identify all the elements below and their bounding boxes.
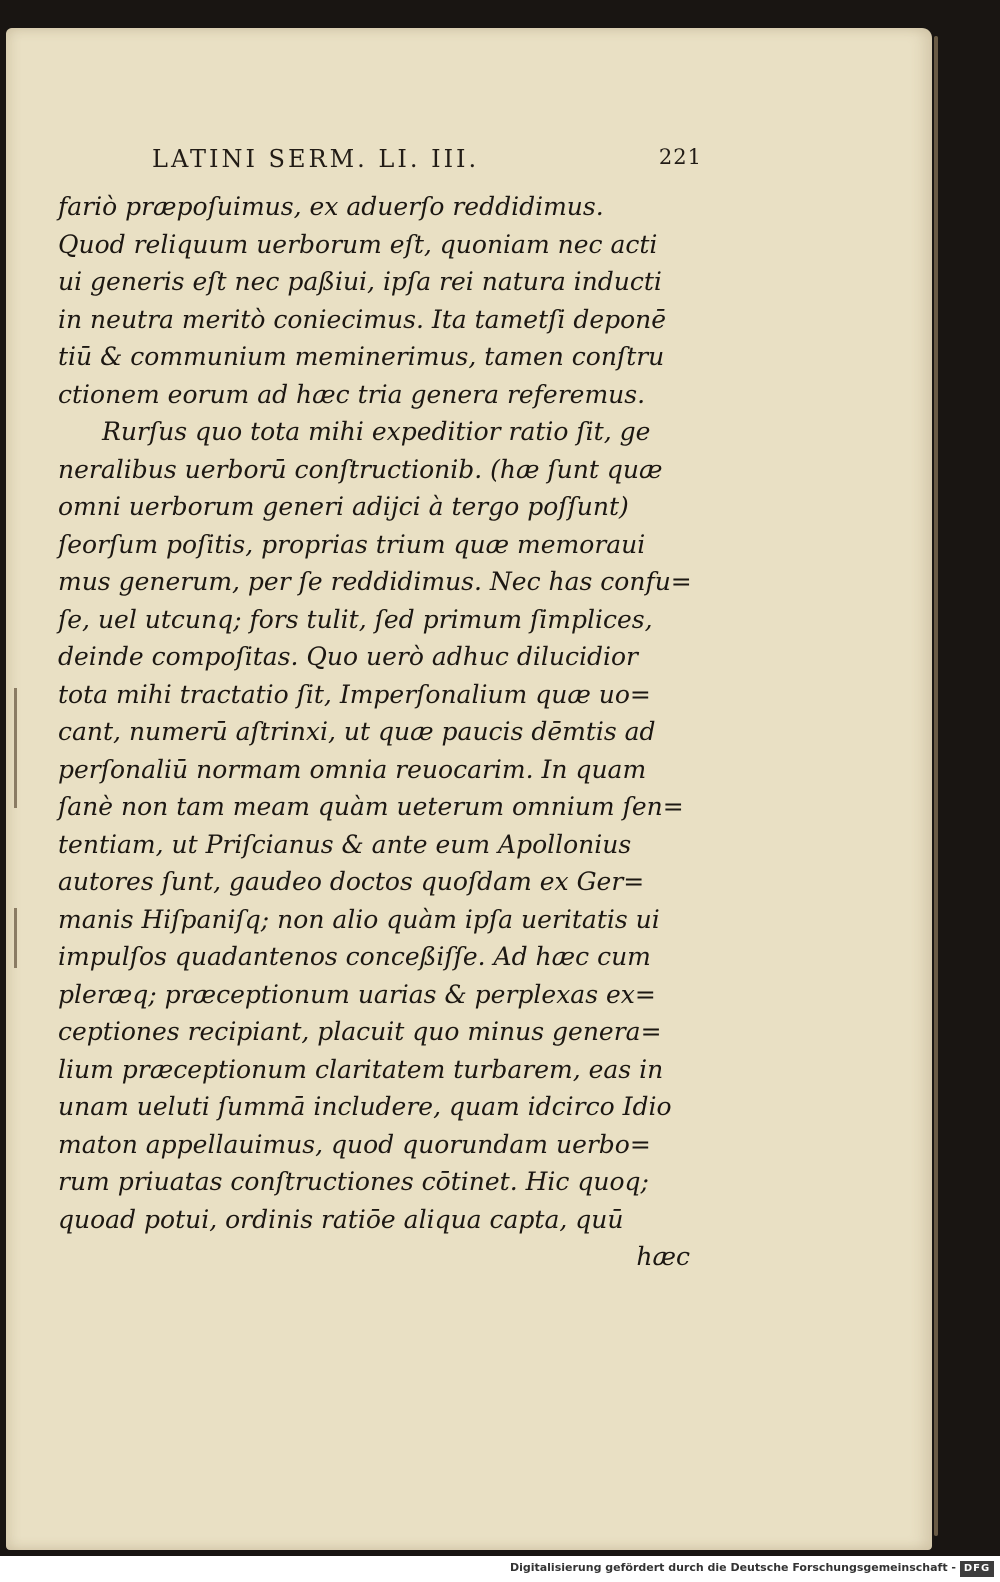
text-line: cant, numerū aſtrinxi, ut quæ paucis dēmtis ad bbox=[58, 717, 656, 746]
paragraph-start-line: Rurſus quo tota mihi expeditior ratio ſit, ge bbox=[102, 417, 651, 446]
page-edge bbox=[934, 36, 938, 1536]
text-line: ſe, uel utcunq; fors tulit, ſed primum ſimplices, bbox=[58, 604, 653, 634]
running-head: LATINI SERM. LI. III. bbox=[152, 145, 480, 173]
text-line: ceptiones recipiant, placuit quo minus genera= bbox=[58, 1017, 662, 1046]
text-line: fariò præpoſuimus, ex aduerſo reddidimus. bbox=[58, 192, 604, 221]
text-line: Quod reliquum uerborum eſt, quoniam nec acti bbox=[58, 229, 658, 259]
text-line: tiū & communium meminerimus, tamen conſtru bbox=[58, 342, 665, 371]
page-number: 221 bbox=[658, 145, 702, 169]
catchword: hæc bbox=[636, 1242, 690, 1271]
dfg-logo: DFG bbox=[960, 1561, 994, 1577]
book-page bbox=[6, 28, 932, 1550]
text-line: autores ſunt, gaudeo doctos quoſdam ex Ger= bbox=[58, 867, 645, 896]
text-line: impulſos quadantenos conceßiſſe. Ad hæc cum bbox=[58, 942, 651, 971]
text-line: in neutra meritò coniecimus. Ita tametſi deponē bbox=[58, 304, 667, 334]
text-line: lium præceptionum claritatem turbarem, eas in bbox=[58, 1054, 664, 1084]
text-line: neralibus uerborū conſtructionib. (hæ ſunt quæ bbox=[58, 454, 663, 484]
body-text bbox=[58, 188, 698, 1276]
page-header bbox=[152, 141, 702, 181]
text-line: rum priuatas conſtructiones cōtinet. Hic quoq; bbox=[58, 1167, 649, 1196]
text-line: manis Hiſpaniſq; non alio quàm ipſa ueritatis ui bbox=[58, 904, 660, 934]
text-line: tentiam, ut Priſcianus & ante eum Apollonius bbox=[58, 829, 632, 859]
footer-bar bbox=[0, 1556, 1000, 1582]
text-line: mus generum, per ſe reddidimus. Nec has confu= bbox=[58, 567, 692, 596]
text-line: ſeorſum poſitis, proprias trium quæ memoraui bbox=[58, 529, 646, 559]
text-line: maton appellauimus, quod quorundam uerbo= bbox=[58, 1129, 651, 1159]
text-line: quoad potui, ordinis ratiōe aliqua capta, quū bbox=[58, 1204, 624, 1234]
text-line: deinde compoſitas. Quo uerò adhuc dilucidior bbox=[58, 642, 638, 671]
text-line: pleræq; præceptionum uarias & perplexas ex= bbox=[58, 979, 656, 1009]
text-line: ctionem eorum ad hæc tria genera referemus. bbox=[58, 379, 646, 409]
binding-stain bbox=[14, 908, 17, 968]
funding-credit: Digitalisierung gefördert durch die Deutsche Forschungsgemeinschaft - bbox=[509, 1561, 956, 1574]
text-line: perſonaliū normam omnia reuocarim. In quam bbox=[58, 754, 647, 784]
text-line: unam ueluti ſummā includere, quam idcirco Idio bbox=[58, 1092, 672, 1121]
text-line: tota mihi tractatio ſit, Imperſonalium quæ uo= bbox=[58, 679, 651, 709]
text-line: ui generis eſt nec paßiui, ipſa rei natura inducti bbox=[58, 267, 662, 296]
text-line: omni uerborum generi adijci à tergo poſſunt) bbox=[58, 492, 629, 521]
text-line: ſanè non tam meam quàm ueterum omnium ſen= bbox=[58, 792, 684, 821]
binding-stain bbox=[14, 688, 17, 808]
